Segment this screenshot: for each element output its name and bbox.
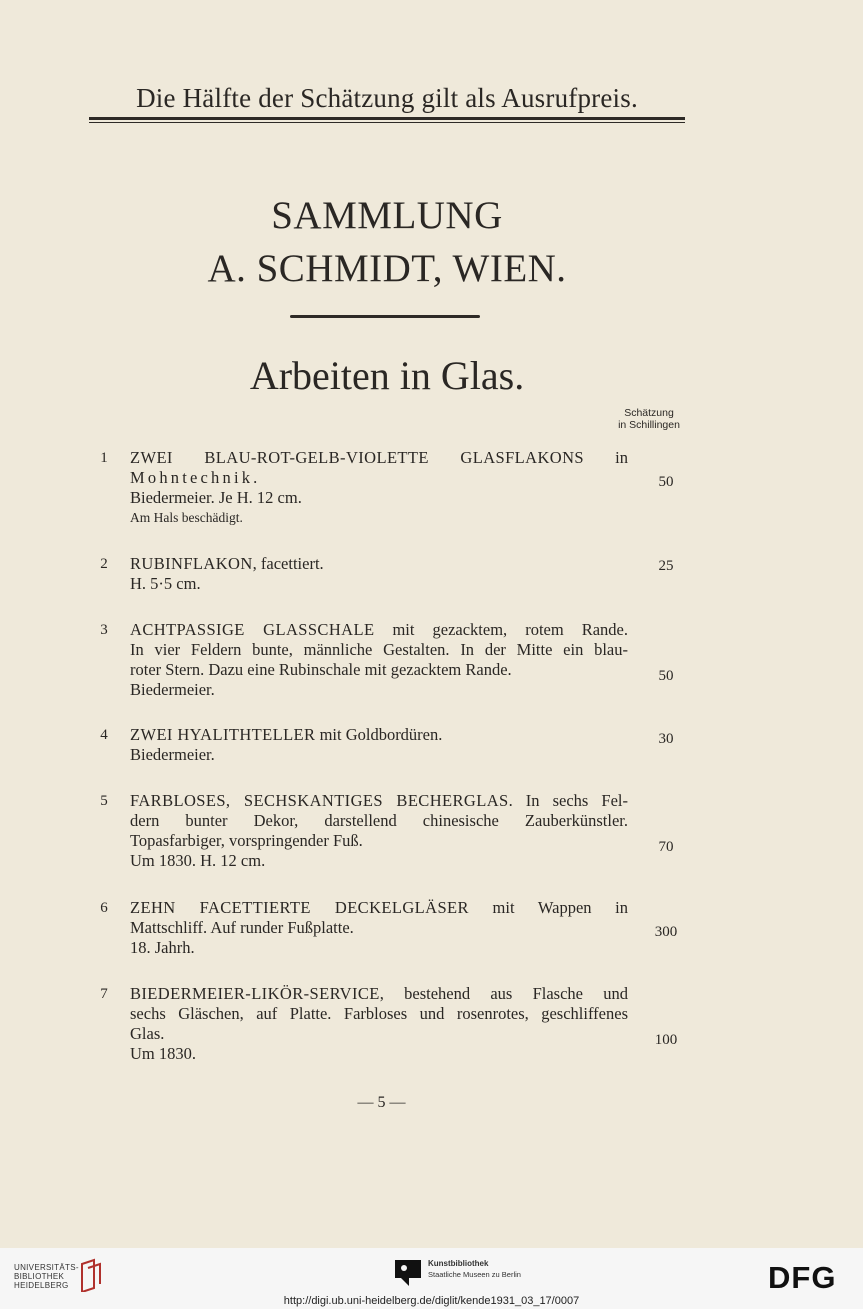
kb-line1: Kunstbibliothek <box>428 1259 489 1268</box>
item-heading: BIEDERMEIER-LIKÖR-SERVICE <box>130 984 380 1003</box>
item-heading-rest: , facettiert. <box>252 554 324 573</box>
item-heading: ACHTPASSIGE GLASSCHALE <box>130 620 375 639</box>
header-note: Die Hälfte der Schätzung gilt als Ausrufpreis. <box>136 83 638 113</box>
item-line: H. 5·5 cm. <box>130 574 201 593</box>
item-description <box>130 554 628 594</box>
ub-logo-line2: BIBLIOTHEK <box>14 1272 65 1281</box>
collection-title-line2: A. SCHMIDT, WIEN. <box>207 247 567 290</box>
item-line: Biedermeier. <box>130 680 215 699</box>
ub-emblem-icon <box>78 1258 102 1292</box>
kb-line2: Staatliche Museen zu Berlin <box>428 1270 521 1279</box>
header-rule-thick <box>89 117 685 120</box>
item-number: 4 <box>100 727 108 743</box>
item-line: sechs Gläschen, auf Platte. Farbloses und rosenrotes, geschliffenes <box>130 1004 628 1023</box>
collection-title-line1: SAMMLUNG <box>271 194 503 237</box>
item-line <box>130 725 628 745</box>
item-price: 50 <box>658 474 674 490</box>
ub-heidelberg-logo[interactable] <box>14 1263 79 1290</box>
item-heading-rest: mit Wappen in <box>468 898 628 917</box>
item-heading-rest: mit gezacktem, rotem Rande. <box>374 620 628 639</box>
item-heading-rest: in <box>584 448 628 467</box>
item-number: 6 <box>100 900 108 916</box>
estimate-header-line1: Schätzung <box>624 407 674 419</box>
item-line <box>130 554 628 574</box>
page-number: — 5 — <box>357 1094 406 1111</box>
item-number: 3 <box>100 622 108 638</box>
digitization-footer <box>0 1248 863 1309</box>
item-line <box>130 984 628 1004</box>
ub-logo-line1: UNIVERSITÄTS- <box>14 1263 79 1272</box>
item-line <box>130 448 628 468</box>
item-heading: ZWEI HYALITHTELLER <box>130 725 316 744</box>
item-line: Mohntechnik. <box>130 468 261 487</box>
kunstbibliothek-text[interactable] <box>428 1258 521 1280</box>
item-heading: ZEHN FACETTIERTE DECKELGLÄSER <box>130 898 469 917</box>
header-rule-thin <box>89 122 685 123</box>
permalink-url[interactable]: http://digi.ub.uni-heidelberg.de/diglit/kende1931_03_17/0007 <box>283 1295 580 1307</box>
item-line: Glas. <box>130 1024 165 1043</box>
estimate-header-line2: in Schillingen <box>618 419 680 431</box>
item-description <box>130 725 628 765</box>
item-heading: RUBINFLAKON <box>130 554 253 573</box>
item-price: 25 <box>658 558 674 574</box>
dfg-logo[interactable]: DFG <box>768 1260 837 1295</box>
item-line: Um 1830. H. 12 cm. <box>130 851 266 870</box>
item-heading: ZWEI BLAU-ROT-GELB-VIOLETTE GLASFLAKONS <box>130 448 584 467</box>
item-description <box>130 898 628 958</box>
ornamental-divider <box>290 315 480 318</box>
item-line: Biedermeier. Je H. 12 cm. <box>130 488 302 507</box>
item-description <box>130 448 628 528</box>
item-line: Um 1830. <box>130 1044 196 1063</box>
item-heading-rest: mit Goldbordüren. <box>315 725 443 744</box>
item-description <box>130 791 628 871</box>
item-number: 5 <box>100 793 108 809</box>
item-price: 100 <box>654 1032 678 1048</box>
item-line: roter Stern. Dazu eine Rubinschale mit gezacktem Rande. <box>130 660 512 679</box>
section-title: Arbeiten in Glas. <box>249 353 525 398</box>
item-number: 1 <box>100 450 108 466</box>
item-price: 50 <box>658 668 674 684</box>
item-number: 2 <box>100 556 108 572</box>
item-heading-rest: . In sechs Fel- <box>508 791 628 810</box>
item-line: dern bunter Dekor, darstellend chinesische Zauberkünstler. <box>130 811 628 830</box>
item-heading: FARBLOSES, SECHSKANTIGES BECHERGLAS <box>130 791 509 810</box>
item-description <box>130 984 628 1064</box>
item-line: Am Hals beschädigt. <box>130 510 243 525</box>
item-line <box>130 791 628 811</box>
estimate-column-header <box>600 407 698 431</box>
item-line: Topasfarbiger, vorspringender Fuß. <box>130 831 363 850</box>
item-price: 300 <box>654 924 678 940</box>
item-line <box>130 620 628 640</box>
item-heading-rest: , bestehend aus Flasche und <box>379 984 628 1003</box>
kunstbibliothek-logo-icon <box>395 1260 421 1286</box>
item-line <box>130 898 628 918</box>
item-number: 7 <box>100 986 108 1002</box>
item-price: 70 <box>658 839 674 855</box>
item-line: Mattschliff. Auf runder Fußplatte. <box>130 918 354 937</box>
item-price: 30 <box>658 731 674 747</box>
ub-logo-line3: HEIDELBERG <box>14 1281 69 1290</box>
item-line: In vier Feldern bunte, männliche Gestalten. In der Mitte ein blau- <box>130 640 628 659</box>
item-line: Biedermeier. <box>130 745 215 764</box>
item-line: 18. Jahrh. <box>130 938 195 957</box>
item-description <box>130 620 628 700</box>
